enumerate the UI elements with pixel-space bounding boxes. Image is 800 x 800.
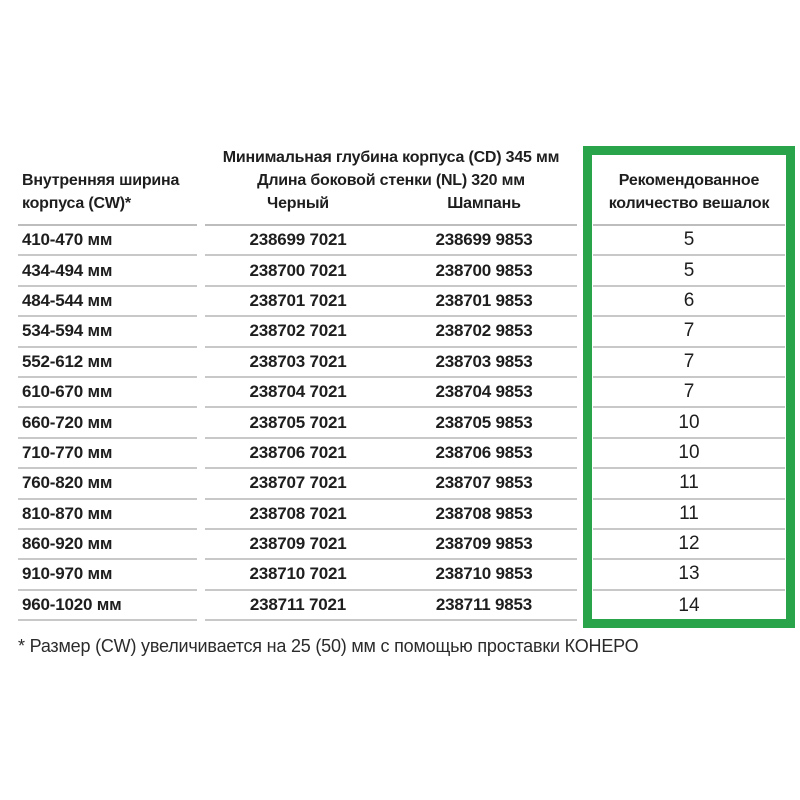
table-row (0, 348, 800, 378)
table-row (0, 408, 800, 438)
cell-code-black: 238709 7021 (249, 534, 347, 554)
cell-codes (205, 591, 577, 621)
cell-code-black: 238702 7021 (249, 321, 347, 341)
table-row (0, 469, 800, 499)
cell-code-champagne: 238710 9853 (435, 564, 533, 584)
cell-code-black: 238708 7021 (249, 503, 347, 523)
column-header-hangers-line1: Рекомендованное (618, 172, 760, 189)
cell-hanger-count: 7 (593, 348, 785, 378)
cell-cw: 910-970 мм (18, 560, 197, 590)
table-row (0, 287, 800, 317)
cell-cw: 410-470 мм (18, 226, 197, 256)
cell-hanger-count: 5 (593, 256, 785, 286)
cell-hanger-count: 6 (593, 287, 785, 317)
cell-cw: 610-670 мм (18, 378, 197, 408)
cell-cw: 760-820 мм (18, 469, 197, 499)
column-header-depth-line2: Длина боковой стенки (NL) 320 мм (257, 172, 525, 189)
table-header-row (0, 145, 800, 226)
column-subheader-champagne: Шампань (447, 195, 521, 212)
column-header-cw-line2: корпуса (CW)* (22, 195, 131, 212)
cell-codes (205, 378, 577, 408)
cell-codes (205, 226, 577, 256)
table-row (0, 226, 800, 256)
cell-code-black: 238704 7021 (249, 382, 347, 402)
cell-code-black: 238703 7021 (249, 351, 347, 371)
cell-code-black: 238706 7021 (249, 442, 347, 462)
cell-code-champagne: 238704 9853 (435, 382, 533, 402)
cell-code-champagne: 238711 9853 (435, 594, 533, 614)
column-header-hangers (593, 145, 785, 226)
cell-cw: 710-770 мм (18, 439, 197, 469)
table-row (0, 439, 800, 469)
column-subheaders (205, 192, 577, 215)
cell-code-champagne: 238700 9853 (435, 260, 533, 280)
cell-code-black: 238701 7021 (249, 290, 347, 310)
cell-hanger-count: 7 (593, 378, 785, 408)
cell-codes (205, 287, 577, 317)
table-body (0, 226, 800, 621)
cell-code-champagne: 238706 9853 (435, 442, 533, 462)
column-header-depth-line1: Минимальная глубина корпуса (CD) 345 мм (222, 149, 560, 166)
cell-codes (205, 348, 577, 378)
table-row (0, 256, 800, 286)
cell-code-black: 238705 7021 (249, 412, 347, 432)
cell-cw: 660-720 мм (18, 408, 197, 438)
cell-code-black: 238710 7021 (249, 564, 347, 584)
cell-hanger-count: 13 (593, 560, 785, 590)
table-row (0, 530, 800, 560)
column-header-cw-line1: Внутренняя ширина (22, 172, 180, 189)
cell-cw: 434-494 мм (18, 256, 197, 286)
cell-codes (205, 317, 577, 347)
cell-code-champagne: 238702 9853 (435, 321, 533, 341)
cell-hanger-count: 10 (593, 439, 785, 469)
cell-cw: 534-594 мм (18, 317, 197, 347)
cell-code-black: 238700 7021 (249, 260, 347, 280)
cell-hanger-count: 12 (593, 530, 785, 560)
cell-code-champagne: 238705 9853 (435, 412, 533, 432)
column-subheader-black: Черный (267, 195, 329, 212)
cell-codes (205, 560, 577, 590)
cell-codes (205, 469, 577, 499)
cell-hanger-count: 11 (593, 469, 785, 499)
cell-code-champagne: 238701 9853 (435, 290, 533, 310)
cell-codes (205, 439, 577, 469)
cell-code-champagne: 238708 9853 (435, 503, 533, 523)
table-row (0, 560, 800, 590)
cell-cw: 484-544 мм (18, 287, 197, 317)
cell-hanger-count: 10 (593, 408, 785, 438)
cell-code-champagne: 238709 9853 (435, 534, 533, 554)
cell-cw: 810-870 мм (18, 500, 197, 530)
cell-code-champagne: 238707 9853 (435, 473, 533, 493)
cell-codes (205, 256, 577, 286)
cell-code-black: 238699 7021 (249, 230, 347, 250)
cell-codes (205, 408, 577, 438)
cell-cw: 960-1020 мм (18, 591, 197, 621)
cell-cw: 552-612 мм (18, 348, 197, 378)
table-row (0, 378, 800, 408)
cell-hanger-count: 7 (593, 317, 785, 347)
column-header-cw (18, 145, 197, 226)
column-header-depth (205, 145, 577, 226)
cell-code-black: 238711 7021 (249, 594, 347, 614)
cell-cw: 860-920 мм (18, 530, 197, 560)
cell-codes (205, 530, 577, 560)
spec-table (0, 145, 800, 621)
footnote: * Размер (CW) увеличивается на 25 (50) мм с помощью проставки КОНЕРО (18, 636, 639, 656)
table-row (0, 317, 800, 347)
cell-code-black: 238707 7021 (249, 473, 347, 493)
column-header-hangers-line2: количество вешалок (608, 195, 770, 212)
cell-hanger-count: 11 (593, 500, 785, 530)
cell-codes (205, 500, 577, 530)
cell-hanger-count: 14 (678, 594, 700, 616)
table-row (0, 500, 800, 530)
cell-hanger-count: 5 (593, 226, 785, 256)
cell-code-champagne: 238699 9853 (435, 230, 533, 250)
table-row (0, 591, 800, 621)
cell-code-champagne: 238703 9853 (435, 351, 533, 371)
